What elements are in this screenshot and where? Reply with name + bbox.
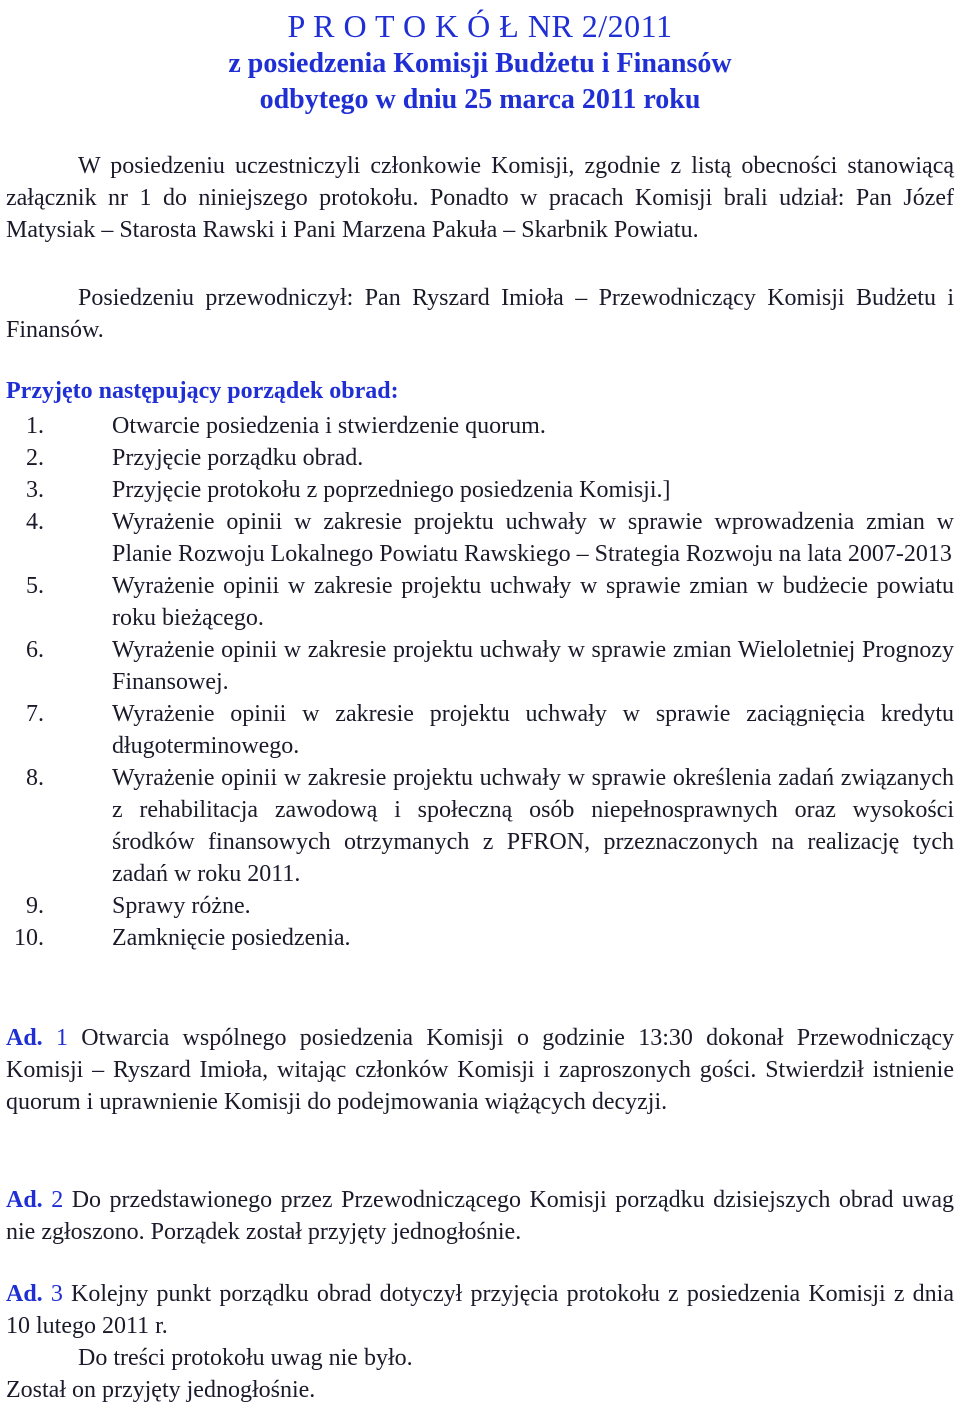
section-ad2-label: Ad. xyxy=(6,1187,43,1213)
section-ad3-line3: Został on przyjęty jednogłośnie. xyxy=(6,1377,316,1403)
section-ad3-line2: Do treści protokołu uwag nie było. xyxy=(78,1345,413,1371)
agenda-item-text: Wyrażenie opinii w zakresie projektu uchwały w sprawie zmian w budżecie powiatu roku bieżącego. xyxy=(112,573,954,631)
section-ad1-label: Ad. xyxy=(6,1025,43,1051)
agenda-item-text: Zamknięcie posiedzenia. xyxy=(112,925,351,951)
agenda-heading: Przyjęto następujący porządek obrad: xyxy=(6,378,399,404)
agenda-item xyxy=(6,442,954,474)
agenda-item-text: Otwarcie posiedzenia i stwierdzenie quorum. xyxy=(112,413,546,439)
section-ad3 xyxy=(6,1278,954,1406)
agenda-item-text: Wyrażenie opinii w zakresie projektu uchwały w sprawie wprowadzenia zmian w Planie Rozwoju Lokalnego Powiatu Rawskiego – Strategia Rozwoju na lata 2007-2013 xyxy=(112,509,954,567)
agenda-item-number: 3. xyxy=(26,477,44,503)
agenda-item xyxy=(6,890,954,922)
agenda-item-text: Sprawy różne. xyxy=(112,893,251,919)
agenda-item-text: Wyrażenie opinii w zakresie projektu uchwały w sprawie zmian Wieloletniej Prognozy Finansowej. xyxy=(112,637,954,695)
agenda-item xyxy=(6,570,954,634)
agenda-item-number: 7. xyxy=(26,701,44,727)
agenda-item xyxy=(6,506,954,570)
agenda-item-text: Przyjęcie porządku obrad. xyxy=(112,445,364,471)
agenda-item-number: 8. xyxy=(26,765,44,791)
section-ad2-number: 2 xyxy=(51,1187,64,1213)
agenda-item-number: 4. xyxy=(26,509,44,535)
agenda-item-text: Wyrażenie opinii w zakresie projektu uchwały w sprawie zaciągnięcia kredytu długoterminowego. xyxy=(112,701,954,759)
section-ad2 xyxy=(6,1184,954,1248)
agenda-item-text: Wyrażenie opinii w zakresie projektu uchwały w sprawie określenia zadań związanych z rehabilitacja zawodową i społeczną osób niepełnosprawnych oraz wysokości środków finansowych otrzymanych z PFRON, przeznaczonych na realizację tych zadań w roku 2011. xyxy=(112,765,954,887)
section-ad3-text: Kolejny punkt porządku obrad dotyczył przyjęcia protokołu z posiedzenia Komisji z dnia 10 lutego 2011 r. xyxy=(6,1281,954,1339)
agenda-item xyxy=(6,762,954,890)
agenda-item xyxy=(6,922,954,954)
section-ad3-paragraph xyxy=(6,1278,954,1342)
agenda-item xyxy=(6,698,954,762)
agenda-item xyxy=(6,634,954,698)
document-subtitle-date: odbytego w dniu 25 marca 2011 roku xyxy=(259,84,701,115)
document-subtitle-committee: z posiedzenia Komisji Budżetu i Finansów xyxy=(228,48,732,79)
section-ad2-text: Do przedstawionego przez Przewodniczącego Komisji porządku dzisiejszych obrad uwag nie zgłoszono. Porządek został przyjęty jednogłośnie. xyxy=(6,1187,955,1245)
agenda-item-number: 6. xyxy=(26,637,44,663)
section-ad3-label: Ad. xyxy=(6,1281,43,1307)
intro-paragraph-attendance: W posiedzeniu uczestniczyli członkowie Komisji, zgodnie z listą obecności stanowiącą załącznik nr 1 do niniejszego protokołu. Ponadto w pracach Komisji brali udział: Pan Józef Matysiak – Starosta Rawski i Pani Marzena Pakuła – Skarbnik Powiatu. xyxy=(6,153,954,243)
agenda-item-text: Przyjęcie protokołu z poprzedniego posiedzenia Komisji.] xyxy=(112,477,671,503)
agenda-item-number: 2. xyxy=(26,445,44,471)
agenda-item-number: 9. xyxy=(26,893,44,919)
agenda-item-number: 1. xyxy=(26,413,44,439)
agenda-item-number: 5. xyxy=(26,573,44,599)
agenda-item xyxy=(6,474,954,506)
intro-paragraph-chair: Posiedzeniu przewodniczył: Pan Ryszard Imioła – Przewodniczący Komisji Budżetu i Finansów. xyxy=(6,285,954,343)
section-ad3-number: 3 xyxy=(50,1281,63,1307)
agenda-item-number: 10. xyxy=(14,925,44,951)
section-ad1 xyxy=(6,1022,954,1118)
agenda-item xyxy=(6,410,954,442)
section-ad1-number: 1 xyxy=(55,1025,68,1051)
document-title: P R O T O K Ó Ł NR 2/2011 xyxy=(287,8,673,44)
section-ad1-text: Otwarcia wspólnego posiedzenia Komisji o godzinie 13:30 dokonał Przewodniczący Komisji – Ryszard Imioła, witając członków Komisji i zaproszonych gości. Stwierdził istnienie quorum i uprawnienie Komisji do podejmowania wiążących decyzji. xyxy=(6,1025,955,1115)
agenda-list xyxy=(6,410,954,954)
